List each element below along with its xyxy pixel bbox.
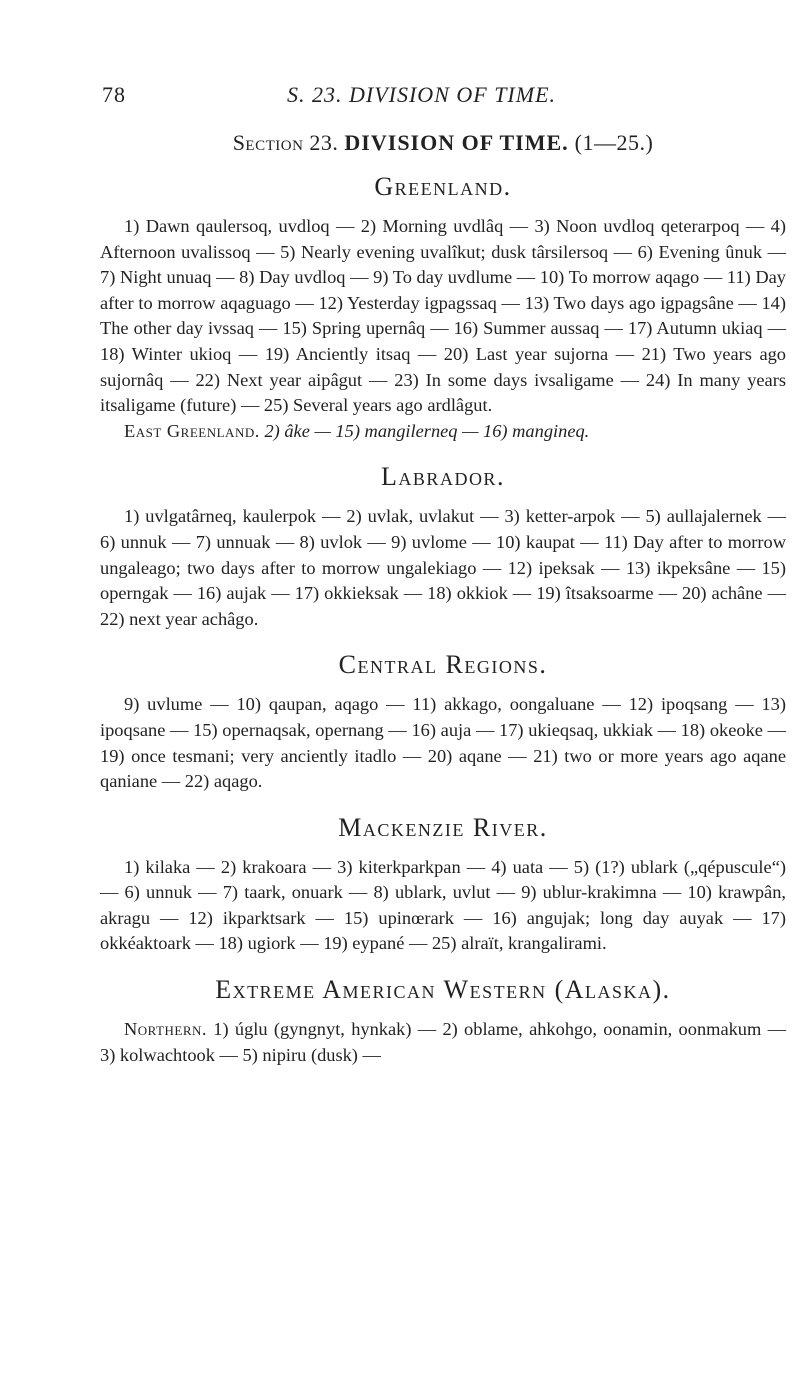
- page-content: [100, 130, 786, 1068]
- mackenzie-paragraph: 1) kilaka — 2) krakoara — 3) kiterkparkpan — 4) uata — 5) (1?) ublark („qépuscule“) — 6) unnuk — 7) taark, onuark — 8) ublark, uvlut — 9) ublur-krakimna — 10) krawpân, akragu — 12) ikparktsark — 15) upinœrark — 16) angujak; long day auyak — 17) okkéaktoark — 18) ugiork — 19) eypané — 25) alraït, krangalirami.: [100, 856, 786, 954]
- alaska-paragraph: [100, 1017, 786, 1068]
- running-title: S. 23. DIVISION OF TIME.: [287, 82, 557, 107]
- east-greenland-text: 2) âke — 15) mangilerneq — 16) mangineq.: [264, 420, 590, 441]
- section-label: Section 23.: [232, 130, 339, 155]
- section-range: (1—25.): [574, 130, 654, 155]
- region-heading-mackenzie: Mackenzie River.: [338, 812, 548, 842]
- alaska-text: 1) úglu (gyngnyt, hynkak) — 2) oblame, ahkohgo, oonamin, oonmakum — 3) kolwachtook — 5) nipiru (dusk) —: [100, 1019, 786, 1065]
- northern-label: Northern.: [124, 1019, 207, 1040]
- page-number: 78: [102, 82, 126, 107]
- section-heading: [100, 130, 786, 156]
- region-heading-greenland: Greenland.: [374, 172, 512, 201]
- central-paragraph: 9) uvlume — 10) qaupan, aqago — 11) akkago, oongaluane — 12) ipoqsang — 13) ipoqsane — 15) opernaqsak, opernang — 16) auja — 17) ukieqsaq, ukkiak — 18) okeoke — 19) once tesmani; very anciently itadlo — 20) aqane — 21) two or more years ago aqane qaniane — 22) aqago.: [100, 694, 786, 792]
- east-greenland-label: East Greenland.: [124, 420, 260, 441]
- region-heading-central: Central Regions.: [338, 650, 548, 680]
- labrador-paragraph: 1) uvlgatârneq, kaulerpok — 2) uvlak, uvlakut — 3) ketter-arpok — 5) aullajalernek — 6) unnuk — 7) unnuak — 8) uvlok — 9) uvlome — 10) kaupat — 11) Day after to morrow ungaleago; two days after to morrow ungalekiago — 12) ipeksak — 13) ikpeksâne — 15) operngak — 16) aujak — 17) okkieksak — 18) okkiok — 19) îtsaksoarme — 20) achâne — 22) next year achâgo.: [100, 506, 786, 629]
- greenland-paragraph: 1) Dawn qaulersoq, uvdloq — 2) Morning uvdlâq — 3) Noon uvdloq qeterarpoq — 4) Afternoon uvalissoq — 5) Nearly evening uvalîkut; dusk târsilersoq — 6) Evening ûnuk — 7) Night unuaq — 8) Day uvdloq — 9) To day uvdlume — 10) To morrow aqago — 11) Day after to morrow aqaguago — 12) Yesterday igpagssaq — 13) Two days ago igpagsâne — 14) The other day ivssaq — 15) Spring upernâq — 16) Summer aussaq — 17) Autumn ukiaq — 18) Winter ukioq — 19) Anciently itsaq — 20) Last year sujorna — 21) Two years ago sujornâq — 22) Next year aipâgut — 23) In some days ivsaligame — 24) In many years itsaligame (future) — 25) Several years ago ardlâgut.: [100, 216, 786, 416]
- east-greenland-paragraph: [100, 419, 786, 445]
- section-title: DIVISION OF TIME.: [344, 130, 569, 155]
- region-heading-alaska: Extreme American Western (Alaska).: [215, 975, 671, 1005]
- region-heading-labrador: Labrador.: [381, 462, 505, 492]
